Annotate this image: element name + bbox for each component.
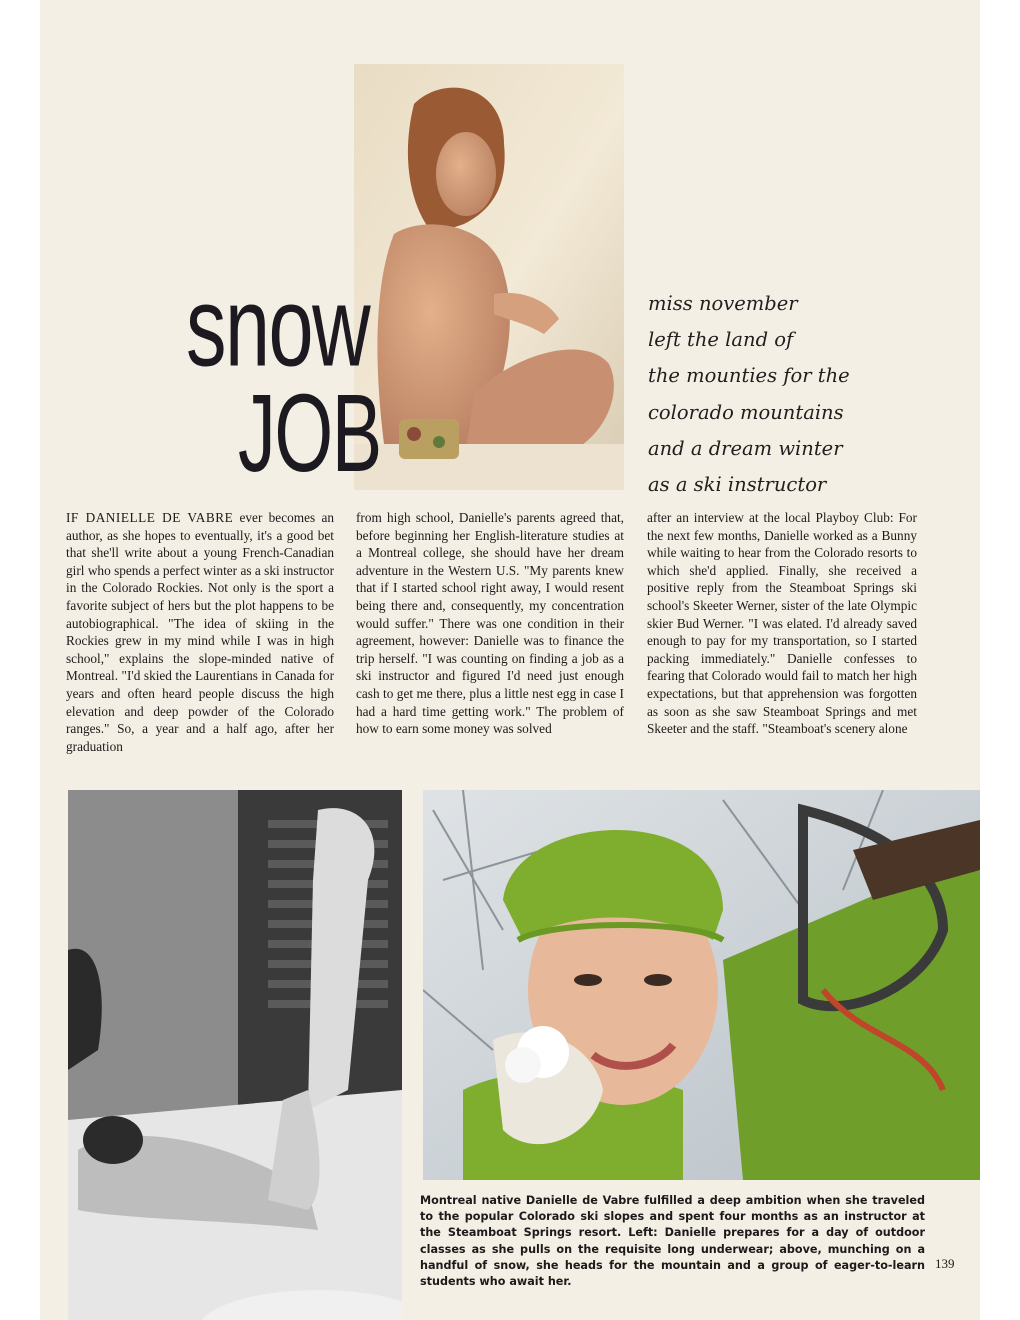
tagline-line: the mounties for the: [648, 364, 850, 388]
column-text: after an interview at the local Playboy Club: For the next few months, Danielle worked as a Bunny while waiting to hear from the Colorado resorts to which she'd applied. Finally, she received a positive reply from the Steamboat Springs ski school's Skeeter Werner, sister of the late Olympic skier Bud Werner. "I was elated. I'd already saved enough to pay for my transportation, so I started packing immediately." Danielle confesses to fearing that Colorado would fail to match her high expectations, but that apprehension was forgotten as soon as she saw Steamboat Springs and met Skeeter and the staff. "Steamboat's scenery alone: [647, 510, 917, 737]
tagline: [648, 286, 908, 503]
column-text: ever becomes an author, as she hopes to eventually, it's a good bet that she'll write about a young French-Canadian girl who spends a perfect winter as a ski instructor in the Colorado Rockies. Not only is the sport a favorite subject of hers but the plot happens to be autobiographical. "The idea of skiing in the Rockies grew in my mind while I was in high school," explains the slope-minded native of Montreal. "I'd skied the Laurentians in Canada for years and often heard people discuss the high elevation and deep powder of the Colorado ranges." So, a year and a half ago, after her graduation: [66, 510, 334, 754]
column-text: from high school, Danielle's parents agreed that, before beginning her English-literature studies at a Montreal college, she should have her dream adventure in the Western U.S. "My parents knew that if I started school right away, I would resent being there and, consequently, my concentration would suffer." There was one condition in their agreement, however: Danielle was to finance the trip herself. "I was counting on finding a job as a ski instructor and figured I'd need just enough cash to get me there, plus a little nest egg in case I had a hard time getting work." The problem of how to earn some money was solved: [356, 510, 624, 737]
body-column-1: [66, 509, 334, 755]
top-photo: [354, 64, 624, 490]
body-column-3: [647, 509, 917, 738]
lead-in: IF DANIELLE DE VABRE: [66, 510, 234, 525]
headline-job: JOB: [238, 370, 381, 495]
tagline-line: as a ski instructor: [648, 473, 827, 497]
body-column-2: [356, 509, 624, 738]
tagline-line: miss november: [648, 292, 798, 315]
tagline-line: colorado mountains: [648, 400, 844, 424]
headline-snow: snow: [186, 262, 370, 390]
photo-caption: Montreal native Danielle de Vabre fulfilled a deep ambition when she traveled to the popular Colorado ski slopes and spent four months as an instructor at the Steamboat Springs resort. Left: Danielle prepares for a day of outdoor classes as she pulls on the requisite long underwear; above, munching on a handful of snow, she heads for the mountain and a group of eager-to-learn students who await her.: [420, 1194, 925, 1289]
bottom-left-photo: [68, 790, 402, 1320]
bottom-right-photo: [423, 790, 980, 1180]
tagline-line: and a dream winter: [648, 436, 843, 460]
tagline-line: left the land of: [648, 328, 794, 352]
page-number: 139: [935, 1256, 955, 1271]
